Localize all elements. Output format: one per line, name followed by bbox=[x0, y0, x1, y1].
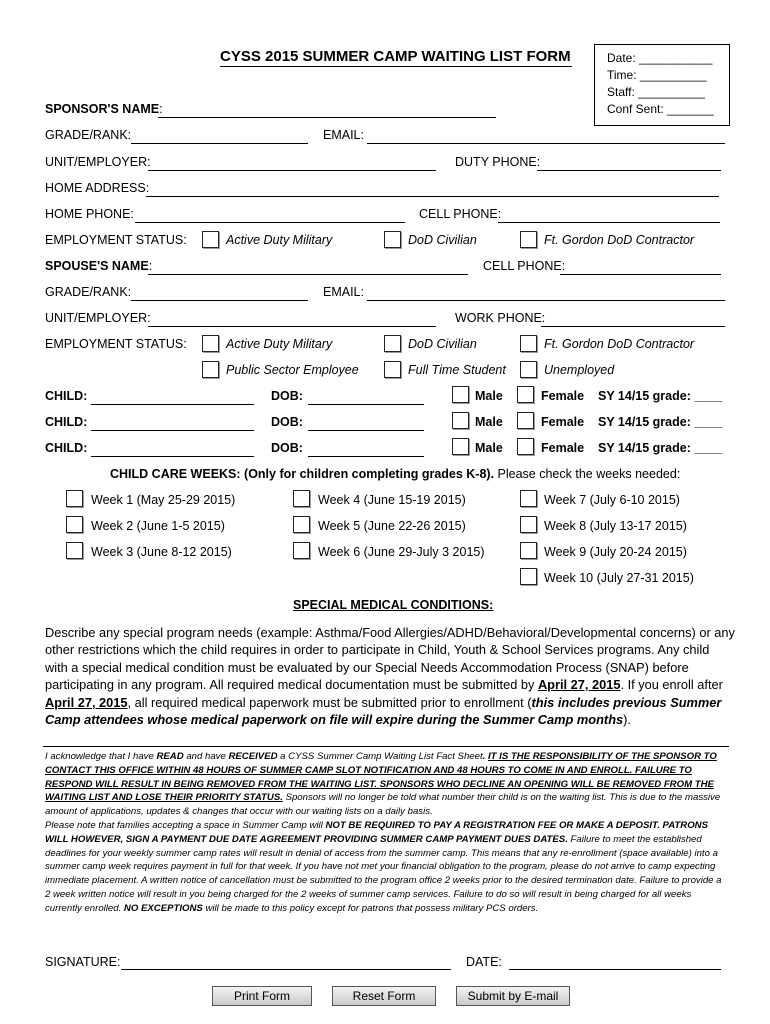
acknowledgement-text: I acknowledge that I have READ and have RECEIVED a CYSS Summer Camp Waiting List Fact Sheet. IT IS THE RESPONSIBILITY OF THE SPONSOR TO CONTACT THIS OFFICE WITHIN 48 HOURS OF SUMMER CAMP SLOT NOTIFICATION AND 48 HOURS TO COME IN AND ENROLL. FAILURE TO RESPOND WILL RESULT IN BEING REMOVED FROM THE WAITING LIST. SPONSORS WHO DECLINE AN OPENING WILL BE REMOVED FROM THE WAITING LIST AND LOSE THEIR PRIORITY STATUS. Sponsors will no longer be told what number their child is on the waiting list. This is due to the massive amount of applications, updates & changes that occur with our waiting lists on a daily basis. Please note that families accepting a space in Summer Camp will NOT BE REQUIRED TO PAY A REGISTRATION FEE OR MAKE A DEPOSIT. PATRONS WILL HOWEVER, SIGN A PAYMENT DUE DATE AGREEMENT PROVIDING SUMMER CAMP PAYMENT DUES DATES. Failure to meet the established deadlines for your weekly summer camp rates will result in denial of access from the summer camp. This means that any re-enrollment (space available) into a summer camp week requires payment in full for that week. If you have not met your financial obligation to the program, please do not arrive to camp expecting immediate placement. A written notice of cancellation must be submitted to the program office 2 weeks prior to the desired termination date. Failure to provide a 2 week written notice will result in you being charged for the 2 weeks of summer camp services. Failure to do so will result in being charged for all weeks currently enrolled. NO EXCEPTIONS will be made to this policy except for patrons that possess military PCS orders. bbox=[45, 751, 722, 914]
child-male-checkbox[interactable] bbox=[452, 412, 469, 429]
child-label: CHILD: bbox=[45, 441, 88, 455]
sponsor-unit-label: UNIT/EMPLOYER: bbox=[45, 155, 151, 169]
spouse-unemployed-checkbox[interactable] bbox=[520, 361, 537, 378]
sponsor-grade-label: GRADE/RANK: bbox=[45, 128, 132, 142]
week-2-checkbox[interactable] bbox=[66, 516, 83, 533]
child-female-label: Female bbox=[541, 415, 585, 429]
child-dob-field[interactable] bbox=[308, 404, 424, 405]
child-dob-label: DOB: bbox=[271, 441, 303, 455]
child-male-checkbox[interactable] bbox=[452, 438, 469, 455]
spouse-student-checkbox[interactable] bbox=[384, 361, 401, 378]
child-dob-label: DOB: bbox=[271, 415, 303, 429]
child-female-checkbox[interactable] bbox=[517, 386, 534, 403]
office-time: Time: __________ bbox=[607, 68, 707, 82]
sponsor-ft-gordon-label: Ft. Gordon DoD Contractor bbox=[544, 233, 695, 247]
spouse-ft-gordon-checkbox[interactable] bbox=[520, 335, 537, 352]
spouse-name-field[interactable] bbox=[148, 274, 468, 275]
spouse-email-field[interactable] bbox=[367, 300, 725, 301]
child-label: CHILD: bbox=[45, 415, 88, 429]
week-7-label: Week 7 (July 6-10 2015) bbox=[544, 493, 680, 507]
spouse-dod-civilian-checkbox[interactable] bbox=[384, 335, 401, 352]
child-dob-field[interactable] bbox=[308, 430, 424, 431]
child-male-checkbox[interactable] bbox=[452, 386, 469, 403]
home-address-label: HOME ADDRESS: bbox=[45, 181, 150, 195]
spouse-student-label: Full Time Student bbox=[408, 363, 506, 377]
divider bbox=[43, 746, 729, 747]
week-4-checkbox[interactable] bbox=[293, 490, 310, 507]
child-female-label: Female bbox=[541, 441, 585, 455]
signature-field[interactable] bbox=[121, 969, 451, 970]
medical-heading: SPECIAL MEDICAL CONDITIONS: bbox=[293, 598, 494, 612]
spouse-unit-field[interactable] bbox=[148, 326, 436, 327]
sponsor-duty-phone-field[interactable] bbox=[537, 170, 721, 171]
medical-paragraph: Describe any special program needs (example: Asthma/Food Allergies/ADHD/Behavioral/Developmental concerns) or any other restrictions which the child requires in order to participate in Child, Youth & School Services programs. Any child with a special medical condition must be evaluated by our Special Needs Accommodation Process (SNAP) before participating in any program. All required medical documentation must be submitted by April 27, 2015. If you enroll after April 27, 2015, all required medical paperwork must be submitted prior to enrollment (this includes previous Summer Camp attendees whose medical paperwork on file will expire during the Summer Camp months). bbox=[45, 625, 735, 728]
spouse-ft-gordon-label: Ft. Gordon DoD Contractor bbox=[544, 337, 695, 351]
sponsor-dod-civilian-label: DoD Civilian bbox=[408, 233, 477, 247]
sponsor-email-field[interactable] bbox=[367, 143, 725, 144]
week-8-label: Week 8 (July 13-17 2015) bbox=[544, 519, 687, 533]
week-8-checkbox[interactable] bbox=[520, 516, 537, 533]
office-use-box bbox=[594, 44, 730, 126]
home-address-field[interactable] bbox=[146, 196, 719, 197]
sponsor-cell-phone-label: CELL PHONE: bbox=[419, 207, 502, 221]
date-label: DATE: bbox=[466, 955, 502, 969]
sponsor-name-label: SPONSOR'S NAME: bbox=[45, 102, 163, 116]
sponsor-name-field[interactable] bbox=[158, 117, 496, 118]
child-female-checkbox[interactable] bbox=[517, 412, 534, 429]
child-male-label: Male bbox=[475, 389, 503, 403]
child-male-label: Male bbox=[475, 441, 503, 455]
spouse-unemployed-label: Unemployed bbox=[544, 363, 615, 377]
sponsor-active-duty-label: Active Duty Military bbox=[226, 233, 333, 247]
week-10-checkbox[interactable] bbox=[520, 568, 537, 585]
child-grade-label: SY 14/15 grade: ____ bbox=[598, 389, 723, 403]
spouse-work-phone-field[interactable] bbox=[541, 326, 725, 327]
child-male-label: Male bbox=[475, 415, 503, 429]
spouse-active-duty-checkbox[interactable] bbox=[202, 335, 219, 352]
week-3-checkbox[interactable] bbox=[66, 542, 83, 559]
spouse-employment-label: EMPLOYMENT STATUS: bbox=[45, 337, 187, 351]
week-1-checkbox[interactable] bbox=[66, 490, 83, 507]
sponsor-duty-phone-label: DUTY PHONE: bbox=[455, 155, 541, 169]
week-5-checkbox[interactable] bbox=[293, 516, 310, 533]
week-6-label: Week 6 (June 29-July 3 2015) bbox=[318, 545, 485, 559]
spouse-public-sector-checkbox[interactable] bbox=[202, 361, 219, 378]
child-grade-label: SY 14/15 grade: ____ bbox=[598, 415, 723, 429]
office-staff: Staff: __________ bbox=[607, 85, 705, 99]
print-form-button[interactable]: Print Form bbox=[212, 986, 312, 1006]
week-7-checkbox[interactable] bbox=[520, 490, 537, 507]
spouse-dod-civilian-label: DoD Civilian bbox=[408, 337, 477, 351]
title-underline bbox=[220, 66, 572, 67]
home-phone-field[interactable] bbox=[135, 222, 405, 223]
submit-email-button[interactable]: Submit by E-mail bbox=[456, 986, 570, 1006]
spouse-grade-label: GRADE/RANK: bbox=[45, 285, 132, 299]
week-6-checkbox[interactable] bbox=[293, 542, 310, 559]
office-date: Date: ___________ bbox=[607, 51, 713, 65]
sponsor-dod-civilian-checkbox[interactable] bbox=[384, 231, 401, 248]
child-name-field[interactable] bbox=[91, 430, 254, 431]
sponsor-ft-gordon-checkbox[interactable] bbox=[520, 231, 537, 248]
spouse-unit-label: UNIT/EMPLOYER: bbox=[45, 311, 151, 325]
child-female-checkbox[interactable] bbox=[517, 438, 534, 455]
office-conf-sent: Conf Sent: _______ bbox=[607, 102, 714, 116]
weeks-heading: CHILD CARE WEEKS: (Only for children completing grades K-8). Please check the weeks needed: bbox=[110, 467, 681, 481]
child-dob-field[interactable] bbox=[308, 456, 424, 457]
spouse-active-duty-label: Active Duty Military bbox=[226, 337, 333, 351]
reset-form-button[interactable]: Reset Form bbox=[332, 986, 436, 1006]
date-field[interactable] bbox=[509, 969, 721, 970]
sponsor-active-duty-checkbox[interactable] bbox=[202, 231, 219, 248]
sponsor-employment-label: EMPLOYMENT STATUS: bbox=[45, 233, 187, 247]
week-3-label: Week 3 (June 8-12 2015) bbox=[91, 545, 232, 559]
signature-label: SIGNATURE: bbox=[45, 955, 121, 969]
child-grade-label: SY 14/15 grade: ____ bbox=[598, 441, 723, 455]
week-2-label: Week 2 (June 1-5 2015) bbox=[91, 519, 225, 533]
child-name-field[interactable] bbox=[91, 456, 254, 457]
week-4-label: Week 4 (June 15-19 2015) bbox=[318, 493, 466, 507]
spouse-grade-field[interactable] bbox=[131, 300, 308, 301]
sponsor-grade-field[interactable] bbox=[131, 143, 308, 144]
week-9-label: Week 9 (July 20-24 2015) bbox=[544, 545, 687, 559]
week-10-label: Week 10 (July 27-31 2015) bbox=[544, 571, 694, 585]
week-1-label: Week 1 (May 25-29 2015) bbox=[91, 493, 236, 507]
home-phone-label: HOME PHONE: bbox=[45, 207, 134, 221]
form-title: CYSS 2015 SUMMER CAMP WAITING LIST FORM bbox=[220, 48, 571, 65]
sponsor-cell-phone-field[interactable] bbox=[498, 222, 720, 223]
spouse-cell-phone-label: CELL PHONE: bbox=[483, 259, 566, 273]
child-female-label: Female bbox=[541, 389, 585, 403]
sponsor-email-label: EMAIL: bbox=[323, 128, 364, 142]
child-label: CHILD: bbox=[45, 389, 88, 403]
spouse-cell-phone-field[interactable] bbox=[560, 274, 721, 275]
week-9-checkbox[interactable] bbox=[520, 542, 537, 559]
spouse-work-phone-label: WORK PHONE: bbox=[455, 311, 546, 325]
spouse-name-label: SPOUSE'S NAME: bbox=[45, 259, 153, 273]
week-5-label: Week 5 (June 22-26 2015) bbox=[318, 519, 466, 533]
spouse-public-sector-label: Public Sector Employee bbox=[226, 363, 359, 377]
sponsor-unit-field[interactable] bbox=[148, 170, 436, 171]
spouse-email-label: EMAIL: bbox=[323, 285, 364, 299]
child-name-field[interactable] bbox=[91, 404, 254, 405]
child-dob-label: DOB: bbox=[271, 389, 303, 403]
